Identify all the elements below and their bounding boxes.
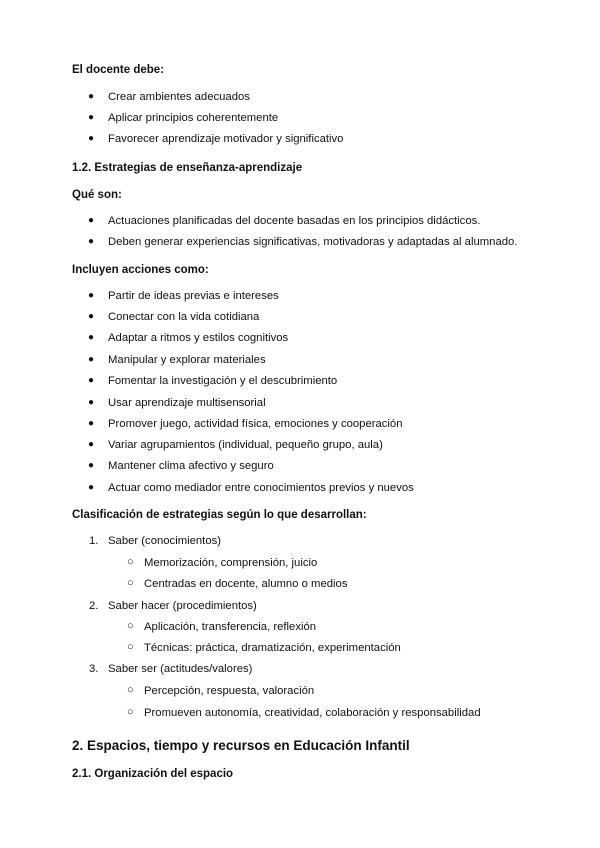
acciones-heading: Incluyen acciones como:	[72, 264, 209, 276]
bullet-icon: ●	[88, 133, 95, 144]
circle-bullet-icon: ○	[127, 577, 134, 589]
section-heading-estrategias: 1.2. Estrategias de enseñanza-aprendizaje	[72, 162, 303, 174]
circle-bullet-icon: ○	[127, 684, 134, 696]
que-son-heading: Qué son:	[72, 189, 122, 201]
bullet-icon: ●	[88, 215, 95, 226]
bullet-icon: ●	[88, 460, 95, 471]
circle-bullet-icon: ○	[127, 641, 134, 653]
bullet-icon: ●	[88, 482, 95, 493]
bullet-icon: ●	[88, 112, 95, 123]
bullet-icon: ●	[88, 91, 95, 102]
bullet-icon: ●	[88, 418, 95, 429]
section-heading-espacios: 2. Espacios, tiempo y recursos en Educación Infantil	[72, 738, 410, 753]
circle-bullet-icon: ○	[127, 556, 134, 568]
bullet-icon: ●	[88, 311, 95, 322]
subsection-heading-organizacion: 2.1. Organización del espacio	[72, 768, 234, 780]
docente-heading: El docente debe:	[72, 64, 165, 76]
bullet-icon: ●	[88, 397, 95, 408]
bullet-icon: ●	[88, 375, 95, 386]
bullet-icon: ●	[88, 332, 95, 343]
bullet-icon: ●	[88, 354, 95, 365]
document-page: El docente debe: ● Crear ambientes adecuados ● Aplicar principios coherentemente ● Favorecer aprendizaje motivador y significativo 1.2. Estrategias de enseñanza-aprendizaje Qué son: ● Actuaciones planificadas del docente basadas en los principios didácticos. ● Deben generar experiencias significativas, motivadoras y adaptadas al alumnado. Incluyen acciones como: ● Partir de ideas previas e intereses ● Conectar con la vida cotidiana ● Adaptar a ritmos y estilos cognitivos ● Manipular y explorar materiales ● Fomentar la investigación y el descubrimiento ● Usar aprendizaje multisensorial ● Promover juego, actividad física, emociones y cooperación ● Variar agrupamientos (individual, pequeño grupo, aula) ● Mantener clima afectivo y seguro ● Actuar como mediador entre conocimientos previos y nuevos Clasificación de estrategias según lo que desarrollan: 1. Saber (conocimientos) ○ Memorización, comprensión, juicio ○ Centradas en docente, alumno o medios 2. Saber hacer (procedimientos) ○ Aplicación, transferencia, reflexión ○ Técnicas: práctica, dramatización, experimentación 3. Saber ser (actitudes/valores) ○ Percepción, respuesta, valoración ○ Promueven autonomía, creatividad, colaboración y responsabilidad 2. Espacios, tiempo y recursos en Educación Infantil 2.1. Organización del espacio	[0, 0, 600, 848]
bullet-icon: ●	[88, 290, 95, 301]
circle-bullet-icon: ○	[127, 706, 134, 718]
bullet-icon: ●	[88, 439, 95, 450]
bullet-icon: ●	[88, 236, 95, 247]
circle-bullet-icon: ○	[127, 620, 134, 632]
clasificacion-heading: Clasificación de estrategias según lo que desarrollan:	[72, 509, 367, 521]
